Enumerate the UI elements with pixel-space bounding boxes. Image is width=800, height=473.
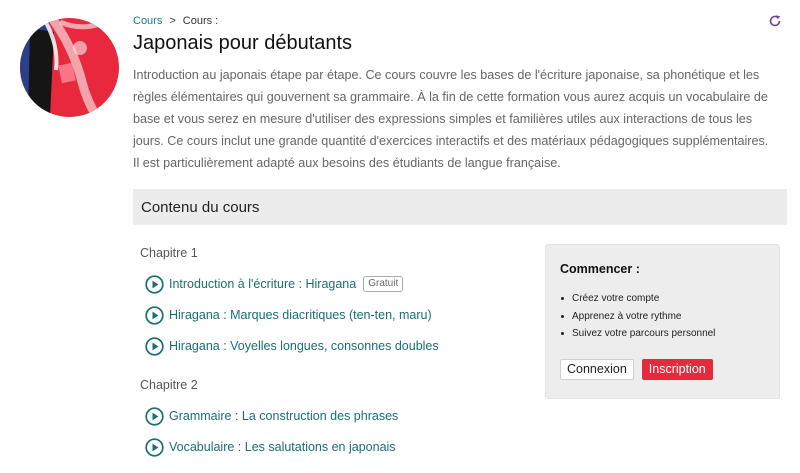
lesson-label: Vocabulaire : Les salutations en japonais <box>169 440 396 454</box>
course-image <box>20 18 119 117</box>
lesson-link[interactable] <box>145 437 540 457</box>
play-circle-icon <box>145 275 164 294</box>
breadcrumb <box>133 15 218 27</box>
play-circle-icon <box>145 337 164 356</box>
start-benefits-list <box>560 290 765 343</box>
lesson-link[interactable] <box>145 406 540 426</box>
list-item: Suivez votre parcours personnel <box>560 325 765 343</box>
lesson-link[interactable] <box>145 336 540 356</box>
play-circle-icon <box>145 306 164 325</box>
chapter-title: Chapitre 1 <box>140 246 198 260</box>
start-card-title: Commencer : <box>560 262 640 276</box>
list-item: Apprenez à votre rythme <box>560 308 765 326</box>
lesson-link[interactable] <box>145 274 540 294</box>
course-artwork <box>20 18 119 117</box>
refresh-button[interactable] <box>766 12 784 30</box>
lesson-label: Hiragana : Marques diacritiques (ten-ten, maru) <box>169 308 432 322</box>
breadcrumb-separator: > <box>169 15 176 27</box>
course-content-header <box>133 189 787 225</box>
lesson-label: Hiragana : Voyelles longues, consonnes doubles <box>169 339 439 353</box>
breadcrumb-current: Cours : <box>182 15 219 27</box>
chapter-title: Chapitre 2 <box>140 378 198 392</box>
course-description: Introduction au japonais étape par étape. Ce cours couvre les bases de l'écriture japonaise, sa phonétique et les règles élémentaires qui gouvernent sa grammaire. À la fin de cette formation vous aurez acquis un vocabulaire de base et vous serez en mesure d'utiliser des expressions simples et familières utiles aux interactions de tous les jours. Ce cours inclut une grande quantité d'exercices interactifs et des matériaux pédagogiques supplémentaires. Il est particulièrement adapté aux besoins des étudiants de langue française. <box>133 68 769 170</box>
lesson-link[interactable] <box>145 305 540 325</box>
lesson-label: Grammaire : La construction des phrases <box>169 409 399 423</box>
list-item: Créez votre compte <box>560 290 765 308</box>
chapter-list <box>140 244 540 457</box>
course-content-title: Contenu du cours <box>141 198 260 216</box>
breadcrumb-link-cours[interactable]: Cours <box>133 15 163 27</box>
play-circle-icon <box>145 438 164 457</box>
refresh-icon <box>768 14 782 28</box>
start-actions <box>560 359 765 380</box>
login-button[interactable]: Connexion <box>560 359 634 380</box>
signup-button[interactable]: Inscription <box>642 359 713 380</box>
page-title: Japonais pour débutants <box>133 32 353 54</box>
lesson-label: Introduction à l'écriture : Hiragana <box>169 277 357 291</box>
play-circle-icon <box>145 407 164 426</box>
start-card <box>545 244 780 399</box>
free-badge: Gratuit <box>363 276 403 292</box>
